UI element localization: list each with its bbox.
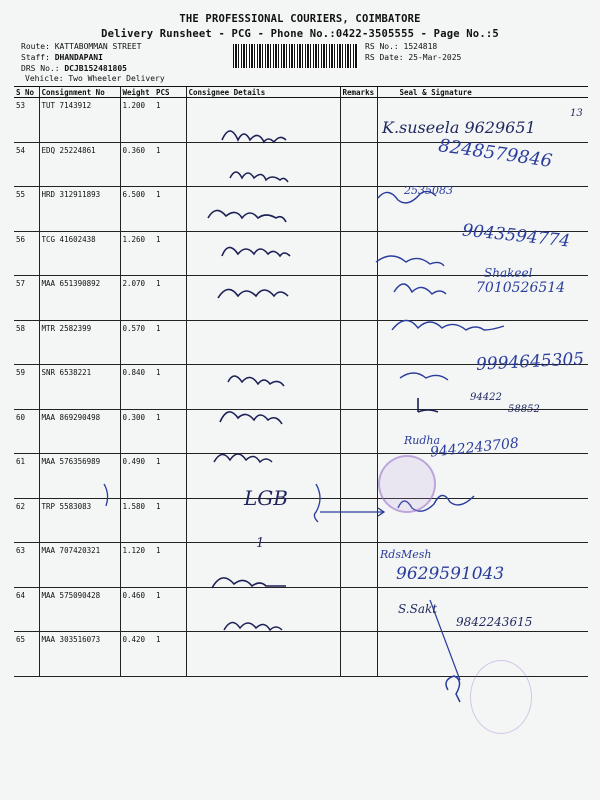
signature-60 <box>418 398 438 412</box>
cell-pcs: 1 <box>154 409 186 454</box>
rs-number: RS No.: 1524818 <box>365 42 438 51</box>
phone-59: 9994645305 <box>475 349 585 375</box>
col-pcs-header: PCS <box>154 87 186 98</box>
code-62: LGB <box>244 486 288 510</box>
cell-consignment: TCG 41602438 <box>39 231 120 276</box>
staff-name: DHANDAPANI <box>54 53 103 62</box>
cell-consignment: MAA 576356989 <box>39 454 120 499</box>
cell-consignment: MTR 2582399 <box>39 320 120 365</box>
cell-weight: 1.200 <box>120 98 154 143</box>
cell-weight: 1.260 <box>120 231 154 276</box>
cell-sno: 65 <box>14 632 39 677</box>
cell-pcs: 1 <box>154 231 186 276</box>
signature-59 <box>400 373 448 380</box>
cell-weight: 0.460 <box>120 587 154 632</box>
phone-65: 9842243615 <box>456 615 533 629</box>
cell-consignment: SNR 6538221 <box>39 365 120 410</box>
note-63: 1 <box>256 536 265 551</box>
consignee-scrawl-61 <box>214 454 272 462</box>
cell-pcs: 1 <box>154 543 186 588</box>
signature-57 <box>394 284 446 294</box>
cell-pcs: 1 <box>154 587 186 632</box>
check-mark-icon <box>446 676 460 702</box>
cell-weight: 2.070 <box>120 276 154 321</box>
cell-consignment: TRP 5583083 <box>39 498 120 543</box>
cell-consignment: MAA 651390892 <box>39 276 120 321</box>
cell-weight: 1.580 <box>120 498 154 543</box>
col-sno-header: S No <box>14 87 39 98</box>
cell-weight: 1.120 <box>120 543 154 588</box>
cell-pcs: 1 <box>154 365 186 410</box>
drs-label: DRS No.: <box>21 64 60 73</box>
consignee-scrawl-64 <box>212 578 286 588</box>
cell-sno: 61 <box>14 454 39 499</box>
cell-consignment: MAA 303516073 <box>39 632 120 677</box>
phone-57: 7010526514 <box>476 280 566 296</box>
cell-pcs: 1 <box>154 98 186 143</box>
runsheet-subtitle: Delivery Runsheet - PCG - Phone No.:0422-3505555 - Page No.:5 <box>101 28 499 40</box>
cell-consignment: EDQ 25224861 <box>39 142 120 187</box>
cell-sno: 57 <box>14 276 39 321</box>
col-seal-header: Seal & Signature <box>377 87 588 98</box>
signature-56 <box>376 256 444 266</box>
cell-pcs: 1 <box>154 187 186 232</box>
consignee-scrawl-60 <box>220 412 282 424</box>
consignee-scrawl-53 <box>222 131 286 142</box>
cell-weight: 0.420 <box>120 632 154 677</box>
phone-54: 8248579846 <box>437 135 554 172</box>
signature-58 <box>392 320 504 330</box>
cell-sno: 58 <box>14 320 39 365</box>
seal-stamp-icon <box>378 455 436 513</box>
cell-weight: 0.570 <box>120 320 154 365</box>
cell-pcs: 1 <box>154 632 186 677</box>
signature-61: Rudha <box>404 434 441 447</box>
cell-sno: 60 <box>14 409 39 454</box>
cell-sno: 55 <box>14 187 39 232</box>
cell-weight: 0.490 <box>120 454 154 499</box>
col-consignment-header: Consignment No <box>39 87 120 98</box>
cell-pcs: 1 <box>154 454 186 499</box>
consignee-scrawl-56 <box>222 247 290 256</box>
cell-pcs: 1 <box>154 142 186 187</box>
drs-number: DCJB152481805 <box>64 64 127 73</box>
cell-weight: 0.360 <box>120 142 154 187</box>
consignee-scrawl-59 <box>228 376 284 386</box>
cell-weight: 0.300 <box>120 409 154 454</box>
consignee-scrawl-65 <box>224 622 282 630</box>
cell-weight: 0.840 <box>120 365 154 410</box>
signature-57-name: Shakeel <box>484 266 533 280</box>
cell-consignment: MAA 707420321 <box>39 543 120 588</box>
phone-64: 9629591043 <box>396 564 505 584</box>
phone-60b: 58852 <box>508 404 540 415</box>
cell-sno: 64 <box>14 587 39 632</box>
cell-pcs: 1 <box>154 276 186 321</box>
signature-65: S.Sakt <box>398 602 438 616</box>
phone-56: 9043594774 <box>461 220 571 252</box>
consignee-scrawl-54 <box>230 172 288 182</box>
signature-64: RdsMesh <box>380 548 432 561</box>
cell-consignment: TUT 7143912 <box>39 98 120 143</box>
faint-seal-stamp-icon <box>470 660 532 734</box>
cell-consignment: MAA 575090428 <box>39 587 120 632</box>
cell-pcs: 1 <box>154 498 186 543</box>
cell-consignment: MAA 869290498 <box>39 409 120 454</box>
consignee-scrawl-55 <box>208 210 286 222</box>
page-mark: 13 <box>570 108 583 119</box>
phone-60a: 94422 <box>470 392 502 403</box>
cell-sno: 62 <box>14 498 39 543</box>
cell-sno: 59 <box>14 365 39 410</box>
phone-61: 9442243708 <box>429 435 520 461</box>
phone-55: 2535083 <box>404 184 453 197</box>
cell-sno: 56 <box>14 231 39 276</box>
rs-date: RS Date: 25-Mar-2025 <box>365 53 462 62</box>
col-remarks-header: Remarks <box>340 87 377 98</box>
signature-53: K.suseela 9629651 <box>382 118 536 137</box>
cell-sno: 54 <box>14 142 39 187</box>
cell-sno: 63 <box>14 543 39 588</box>
consignee-scrawl-57 <box>218 289 288 298</box>
cell-sno: 53 <box>14 98 39 143</box>
vehicle-text: Vehicle: Two Wheeler Delivery <box>25 74 165 83</box>
col-consignee-header: Consignee Details <box>186 87 340 98</box>
cell-consignment: HRD 312911893 <box>39 187 120 232</box>
cell-weight: 6.500 <box>120 187 154 232</box>
company-title: THE PROFESSIONAL COURIERS, COIMBATORE <box>179 13 421 25</box>
arrow-icon <box>320 508 384 516</box>
cell-pcs: 1 <box>154 320 186 365</box>
staff-label: Staff: <box>21 53 50 62</box>
route-text: Route: KATTABOMMAN STREET <box>21 42 142 51</box>
col-weight-header: Weight <box>120 87 154 98</box>
